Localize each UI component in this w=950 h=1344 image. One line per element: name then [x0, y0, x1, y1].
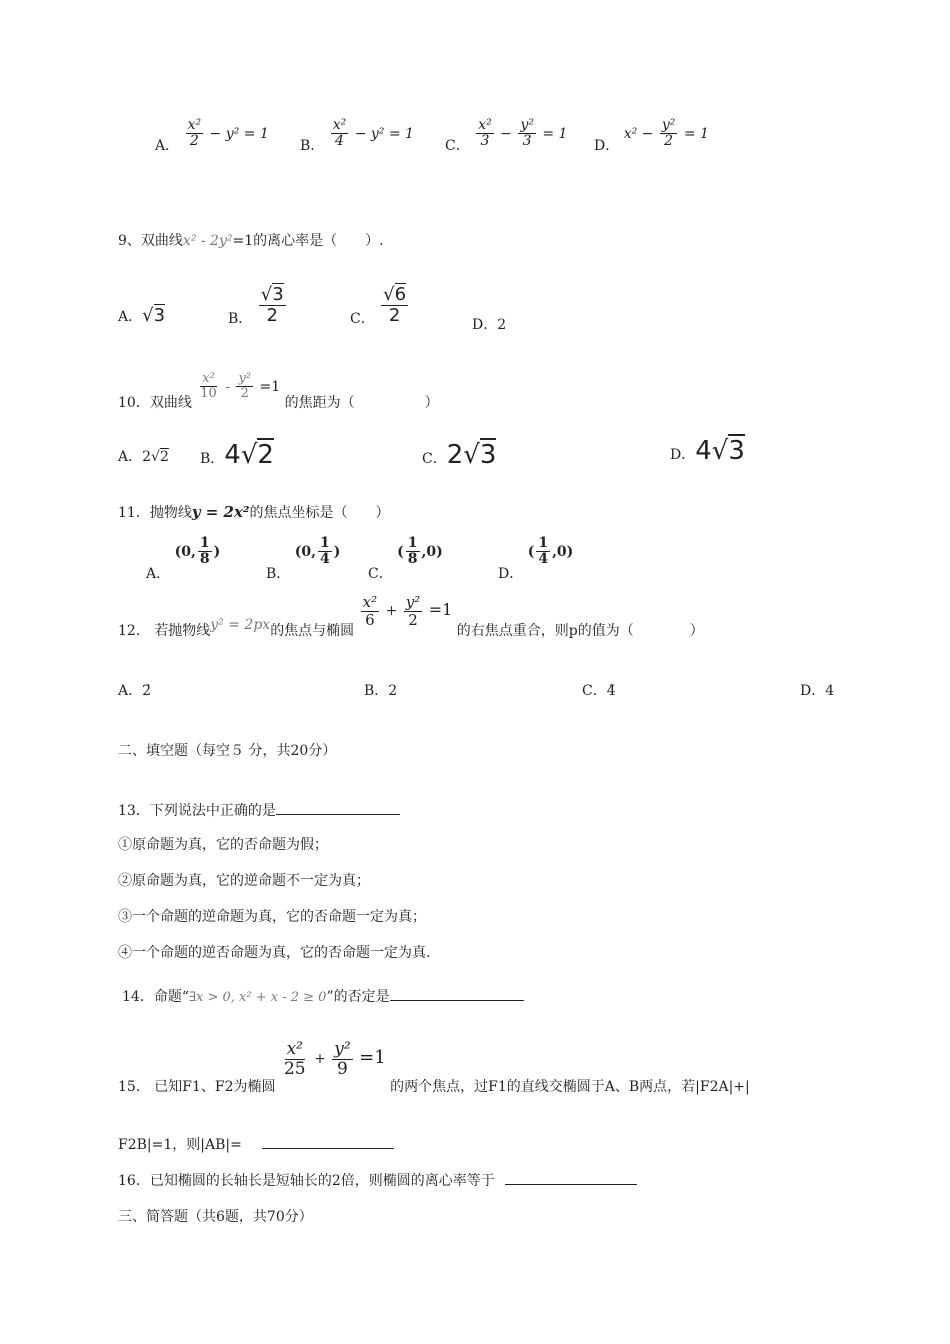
q12-option-a: A．2̄: [118, 683, 152, 699]
q14-stem: [122, 986, 524, 1006]
denominator: 2: [266, 304, 278, 326]
q11-stem: [118, 502, 390, 522]
sqrt-symbol: √: [260, 284, 273, 305]
q11-options: [146, 536, 666, 580]
q10-option-c: [422, 440, 496, 470]
sqrt-symbol: √: [142, 305, 154, 326]
option-label: A．2: [118, 449, 152, 465]
radicand: 2: [159, 449, 169, 465]
denominator: 4: [320, 551, 330, 568]
fraction: [361, 594, 379, 628]
q8-option-b: [300, 117, 414, 154]
sqrt-symbol: √: [240, 440, 258, 470]
q12-option-c: C．4̄: [582, 683, 616, 699]
fraction: [331, 118, 349, 150]
denominator: 2: [408, 610, 418, 629]
denominator: 9: [337, 1058, 348, 1079]
option-label: C．: [422, 451, 447, 467]
option-label: B．: [266, 565, 291, 582]
q11-option-c: [368, 535, 443, 582]
radicand: 2: [257, 440, 274, 470]
sqrt-symbol: √: [151, 449, 160, 465]
coord-close: ): [333, 543, 341, 560]
q8-option-a: [155, 117, 269, 154]
coefficient: 4: [695, 436, 712, 466]
stem-text: 14．命题“: [122, 989, 189, 1005]
sqrt-symbol: √: [711, 436, 729, 466]
denominator: 3: [522, 133, 532, 150]
stem-text: 13．下列说法中正确的是: [118, 803, 276, 819]
minus-sign: -: [225, 378, 231, 395]
stem-text: 9、双曲线: [118, 233, 183, 249]
q9-option-c: [350, 285, 410, 326]
stem-text: 的焦点坐标是（ ）: [249, 505, 390, 521]
numerator: x²: [286, 1039, 303, 1059]
radicand: 3: [272, 284, 284, 305]
fraction: [660, 118, 678, 150]
numerator: x²: [362, 593, 378, 611]
plus-sign: +: [314, 1051, 326, 1068]
coord-open: (: [397, 543, 404, 560]
denominator: 10: [200, 386, 217, 402]
q12-option-b: B．2: [364, 683, 398, 699]
formula: x² - 2y²: [182, 233, 233, 249]
stem-text: 16．已知椭圆的长轴长是短轴长的2倍，则椭圆的离心率等于: [118, 1173, 495, 1189]
formula-rest: = 1: [683, 125, 709, 142]
fraction: [318, 536, 332, 568]
denominator: 2: [240, 386, 249, 402]
answer-blank[interactable]: [505, 1170, 637, 1185]
q9-option-a: [118, 305, 165, 326]
q12-stem: [118, 593, 704, 639]
coord-open: (0,: [174, 543, 196, 560]
coord-open: (0,: [294, 543, 316, 560]
fraction: [536, 536, 550, 568]
radicand: 3: [728, 436, 745, 466]
radicand: 6: [394, 284, 407, 305]
sqrt-symbol: √: [463, 440, 480, 470]
answer-blank[interactable]: [276, 800, 400, 815]
q13-item-1: ①原命题为真，它的否命题为假；: [118, 837, 328, 853]
numerator: x²: [187, 117, 202, 133]
stem-text: 的右焦点重合，则p的值为（ ）: [456, 623, 704, 639]
q10-option-d: [670, 436, 745, 466]
stem-text: 10．双曲线: [118, 394, 192, 411]
q10-option-a: [118, 446, 169, 466]
stem-text: ”的否定是: [326, 989, 390, 1005]
formula-rest: − y² = 1: [209, 125, 269, 142]
option-label: C．: [445, 137, 470, 154]
fraction: [259, 285, 286, 326]
q13-item-2: ②原命题为真，它的逆命题不一定为真；: [118, 873, 370, 889]
fraction: [282, 1040, 308, 1078]
option-label: C．: [350, 311, 375, 328]
stem-text: =1的离心率是（ ）.: [232, 233, 384, 249]
numerator: x²: [478, 117, 492, 133]
coord-close: ,0): [421, 543, 443, 560]
option-label: D．: [498, 565, 524, 582]
equals: =1: [428, 600, 453, 619]
fraction: [406, 536, 420, 568]
denominator: 2: [189, 133, 199, 150]
q11-option-d: [498, 535, 574, 582]
numerator: x²: [202, 371, 215, 386]
fraction: [186, 118, 204, 150]
denominator: 8: [199, 551, 210, 568]
denominator: 4: [335, 133, 344, 150]
q10-options: [118, 436, 838, 474]
option-label: B．: [228, 311, 253, 328]
fraction: [518, 118, 536, 150]
answer-blank[interactable]: [262, 1134, 394, 1149]
option-label: A．: [155, 137, 180, 154]
stem-text: 的两个焦点，过F1的直线交椭圆于A、B两点，若|F2A|+|: [390, 1079, 750, 1096]
q11-option-a: [146, 535, 221, 582]
denominator: 8: [407, 551, 418, 568]
coefficient: 4: [224, 440, 241, 470]
radicand: 3: [153, 305, 166, 326]
option-label: D．: [594, 137, 620, 154]
coord-open: (: [527, 543, 535, 560]
coord-close: ): [213, 543, 221, 560]
coord-close: ,0): [552, 543, 574, 560]
denominator: 6: [365, 610, 375, 629]
answer-blank[interactable]: [390, 986, 524, 1001]
q16-stem: [118, 1170, 637, 1190]
sqrt-symbol: √: [383, 284, 395, 305]
q13-item-3: ③一个命题的逆命题为真，它的否命题一定为真；: [118, 909, 426, 925]
coefficient: 2: [446, 440, 464, 470]
numerator: y²: [405, 593, 421, 611]
numerator: y²: [520, 117, 534, 133]
q13-stem: [118, 800, 400, 820]
numerator: y²: [334, 1039, 351, 1059]
q10-stem: [118, 371, 439, 411]
q15-stem: [118, 1039, 750, 1096]
stem-text: F2B|=1，则|AB|=: [118, 1137, 242, 1153]
numerator: 1: [407, 535, 418, 551]
denominator: 3: [480, 133, 490, 150]
option-label: A．: [118, 309, 143, 325]
q10-option-b: [200, 440, 274, 470]
q9-options: [118, 285, 838, 335]
denominator: 2: [388, 304, 401, 326]
numerator: 1: [320, 535, 330, 551]
numerator: y²: [238, 371, 252, 386]
stem-text: 12. 若抛物线: [118, 623, 211, 639]
numerator: 1: [538, 535, 549, 551]
option-label: C．: [368, 565, 393, 582]
q8-option-d: [594, 117, 709, 154]
formula-lead: x² −: [623, 125, 654, 142]
fraction: [236, 372, 253, 402]
equals: =1: [259, 378, 281, 395]
option-label: D．: [670, 447, 696, 463]
numerator: 1: [199, 535, 210, 551]
stem-text: 的焦距为（ ）: [284, 394, 439, 411]
fraction: [332, 1040, 352, 1078]
numerator: x²: [332, 117, 347, 133]
stem-text: 的焦点与椭圆: [270, 623, 355, 639]
fraction: [381, 285, 408, 326]
minus-sign: −: [500, 125, 512, 142]
plus-sign: +: [385, 603, 398, 619]
section-2-heading: 二、填空题（每空５ 分，共20分）: [118, 743, 337, 759]
option-label: B．: [300, 137, 325, 154]
denominator: 4: [538, 551, 549, 568]
stem-text: 11．抛物线: [118, 505, 192, 521]
radicand: 3: [479, 440, 497, 470]
denominator: 25: [283, 1058, 306, 1079]
q15-line-2: [118, 1134, 394, 1154]
option-label: B．: [200, 451, 225, 467]
fraction: [198, 536, 212, 568]
fraction: [476, 118, 494, 150]
formula: y = 2x²: [191, 503, 250, 521]
formula: ∃x > 0, x² + x - 2 ≥ 0: [188, 990, 327, 1005]
numerator: y²: [661, 117, 676, 133]
formula-rest: − y² = 1: [354, 125, 414, 142]
section-3-heading: 三、简答题（共6题，共70分）: [118, 1209, 313, 1225]
q12-option-d: D．4: [800, 683, 835, 699]
q8-option-c: [445, 117, 568, 154]
fraction: [404, 594, 423, 628]
option-label: A．: [146, 565, 171, 582]
denominator: 2: [664, 133, 674, 150]
q9-stem: [118, 230, 384, 250]
q9-option-b: [228, 285, 288, 326]
fraction: [198, 372, 219, 402]
stem-text: 15. 已知F1、F2为椭圆: [118, 1079, 276, 1096]
equals: =1: [359, 1047, 386, 1069]
formula: y² = 2px: [210, 617, 271, 633]
q9-option-d: D．2: [472, 317, 507, 333]
formula-rest: = 1: [542, 125, 568, 142]
q11-option-b: [266, 535, 341, 582]
q13-item-4: ④一个命题的逆否命题为真，它的否命题一定为真.: [118, 945, 431, 961]
